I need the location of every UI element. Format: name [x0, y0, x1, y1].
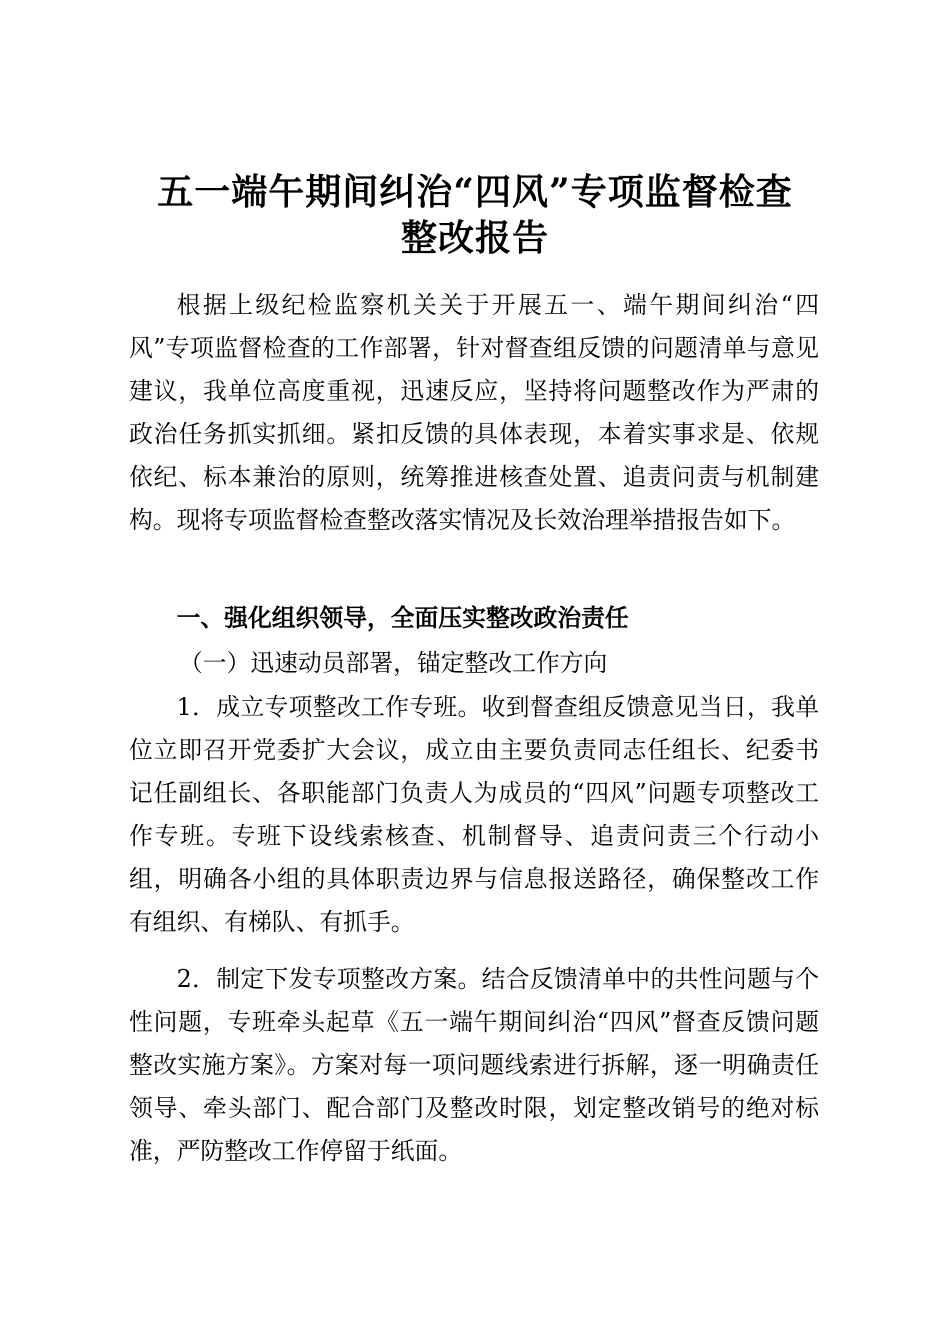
section-heading-1: 一、强化组织领导，全面压实整改政治责任 [176, 604, 629, 632]
item-paragraph-1: 1．成立专项整改工作专班。收到督查组反馈意见当日，我单位立即召开党委扩大会议，成立由主要负责同志任组长、纪委书记任副组长、各职能部门负责人为成员的“四风”问题专项整改工作专班。专班下设线索核查、机制督导、追责问责三个行动小组，明确各小组的具体职责边界与信息报送路径，确保整改工作有组织、有梯队、有抓手。 [129, 693, 819, 936]
subsection-heading-1: （一）迅速动员部署，锚定整改工作方向 [178, 649, 608, 677]
document-title-line2: 整改报告 [400, 217, 549, 259]
intro-paragraph: 根据上级纪检监察机关关于开展五一、端午期间纠治“四风”专项监督检查的工作部署，针对督查组反馈的问题清单与意见建议，我单位高度重视，迅速反应，坚持将问题整改作为严肃的政治任务抓实抓细。紧扣反馈的具体表现，本着实事求是、依规依纪、标本兼治的原则，统筹推进核查处置、追责问责与机制建构。现将专项监督检查整改落实情况及长效治理举措报告如下。 [129, 291, 819, 534]
document-title-line1: 五一端午期间纠治“四风”专项监督检查 [157, 171, 793, 213]
item-paragraph-2: 2．制定下发专项整改方案。结合反馈清单中的共性问题与个性问题，专班牵头起草《五一端午期间纠治“四风”督查反馈问题整改实施方案》。方案对每一项问题线索进行拆解，逐一明确责任领导、牵头部门、配合部门及整改时限，划定整改销号的绝对标准，严防整改工作停留于纸面。 [129, 965, 819, 1165]
